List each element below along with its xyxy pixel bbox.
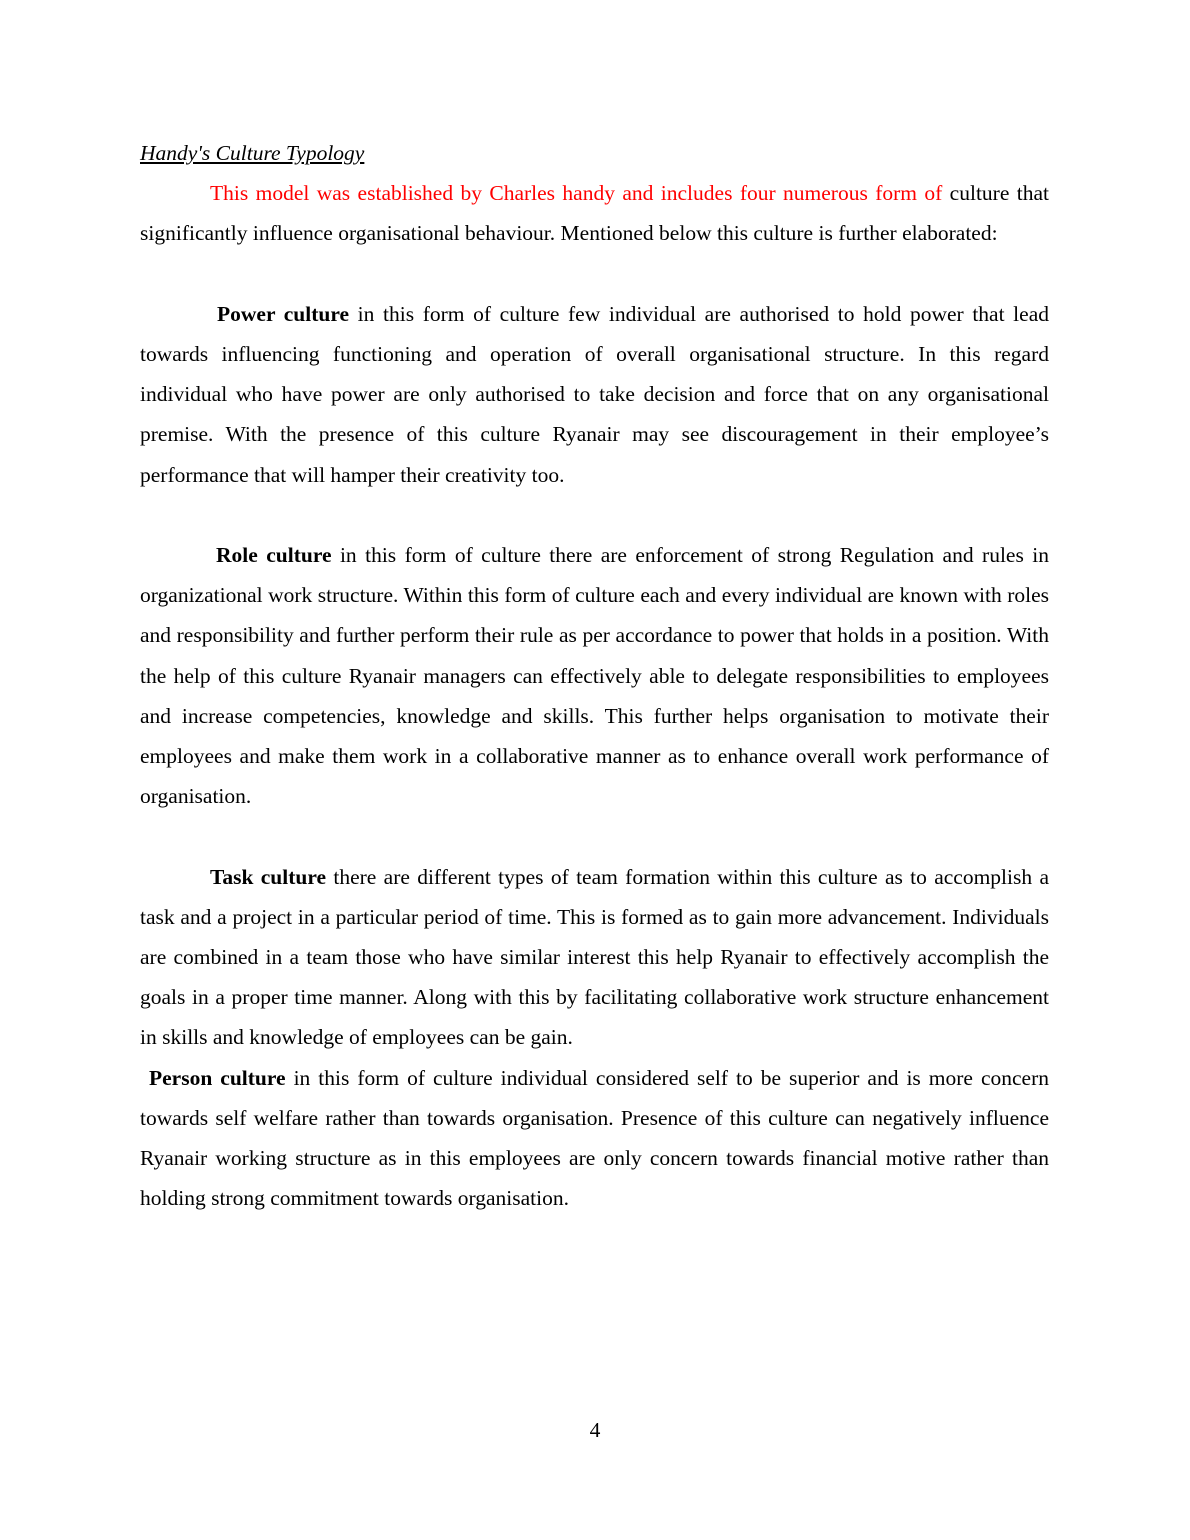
intro-paragraph — [140, 173, 1049, 253]
person-culture-text: in this form of culture individual considered self to be superior and is more concern towards self welfare rather than towards organisation. Presence of this culture can negatively influence Ryanair working structure as in this employees are only concern towards financial motive rather than holding strong commitment towards organisation. — [140, 1065, 1049, 1211]
task-culture-term: Task culture — [210, 864, 327, 889]
intro-text: culture that significantly influence organisational behaviour. Mentioned below this culture is further elaborated: — [140, 181, 1050, 246]
task-culture-paragraph — [140, 857, 1049, 1058]
role-culture-paragraph — [140, 535, 1049, 816]
paragraph-spacer — [140, 816, 1049, 856]
intro-highlighted-text: This model was established by Charles handy and includes four numerous form of — [210, 181, 943, 206]
person-culture-paragraph — [140, 1058, 1049, 1219]
task-culture-text: there are different types of team formation within this culture as to accomplish a task and a project in a particular period of time. This is formed as to gain more advancement. Individuals are combined in a team those who have similar interest this help Ryanair to effectively accomplish the goals in a proper time manner. Along with this by facilitating collaborative work structure enhancement in skills and knowledge of employees can be gain. — [140, 864, 1049, 1050]
power-culture-term: Power culture — [217, 301, 350, 326]
paragraph-spacer — [140, 495, 1049, 535]
power-culture-text: in this form of culture few individual are authorised to hold power that lead towards influencing functioning and operation of overall organisational structure. In this regard individual who have power are only authorised to take decision and force that on any organisational premise. With the presence of this culture Ryanair may see discouragement in their employee’s performance that will hamper their creativity too. — [140, 301, 1049, 487]
section-heading: Handy's Culture Typology — [140, 141, 365, 165]
person-culture-term: Person culture — [149, 1065, 286, 1090]
role-culture-term: Role culture — [216, 543, 332, 567]
document-body — [140, 133, 1049, 1218]
role-culture-text: in this form of culture there are enforcement of strong Regulation and rules in organizational work structure. Within this form of culture each and every individual are known with roles and responsibility and further perform their rule as per accordance to power that holds in a position. With the help of this culture Ryanair managers can effectively able to delegate responsibilities to employees and increase competencies, knowledge and skills. This further helps organisation to motivate their employees and make them work in a collaborative manner as to enhance overall work performance of organisation. — [140, 543, 1049, 809]
paragraph-spacer — [140, 254, 1049, 294]
power-culture-paragraph — [140, 294, 1049, 495]
page-number: 4 — [589, 1418, 601, 1442]
